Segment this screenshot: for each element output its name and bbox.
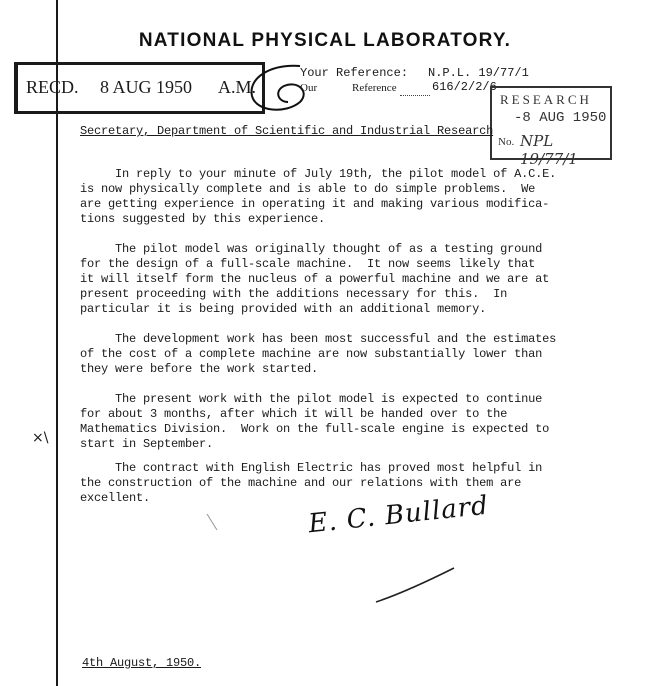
our-reference-value: 616/2/2/6 bbox=[432, 80, 497, 94]
margin-annotation: ×\ bbox=[32, 430, 49, 446]
research-stamp-number-label: No. bbox=[498, 136, 515, 148]
paragraph-1: In reply to your minute of July 19th, the pilot model of A.C.E. is now physically complete and is able to do simple problems. We are getting experience in operating it and making various modifica- tions suggested by this experience. bbox=[80, 167, 557, 226]
letterhead-title: NATIONAL PHYSICAL LABORATORY. bbox=[138, 30, 512, 51]
our-reference-label: Our bbox=[300, 82, 318, 94]
pen-stroke-mark bbox=[370, 560, 460, 610]
faint-tick-mark bbox=[205, 512, 219, 532]
received-stamp bbox=[14, 62, 265, 114]
letter-date: 4th August, 1950. bbox=[82, 656, 202, 670]
received-date: 8 AUG 1950 bbox=[100, 77, 193, 97]
your-reference-value: N.P.L. 19/77/1 bbox=[428, 66, 529, 80]
paragraph-4: The present work with the pilot model is expected to continue for about 3 months, after which it will be handed over to the Mathematics Division. Work on the full-scale engine is expected to start in September. bbox=[80, 392, 550, 451]
received-time: A.M. bbox=[218, 77, 257, 97]
research-stamp-heading: RESEARCH bbox=[500, 92, 592, 107]
reference-dotted-line bbox=[400, 94, 430, 96]
paragraph-5: The contract with English Electric has proved most helpful in the construction of the machine and our relations with them are excellent. bbox=[80, 461, 543, 505]
received-label: RECD. bbox=[26, 77, 79, 97]
paragraph-3: The development work has been most successful and the estimates of the cost of a complete machine are now substantially lower than they were before the work started. bbox=[80, 332, 557, 376]
reference-label: Reference bbox=[352, 82, 397, 94]
signature: E. C. Bullard bbox=[306, 490, 491, 540]
research-stamp-number: NPL 19/77/1 bbox=[520, 132, 578, 168]
your-reference-label: Your Reference: bbox=[300, 66, 409, 80]
research-stamp-date: -8 AUG 1950 bbox=[514, 110, 607, 126]
research-stamp bbox=[490, 86, 612, 168]
paragraph-2: The pilot model was originally thought of as a testing ground for the design of a full-scale machine. It now seems likely that it will itself form the nucleus of a powerful machine and we are at present proceeding with the additions necessary for this. In particular it is being provided with an additional memory. bbox=[80, 242, 550, 316]
addressee: Secretary, Department of Scientific and Industrial Research bbox=[80, 124, 494, 138]
